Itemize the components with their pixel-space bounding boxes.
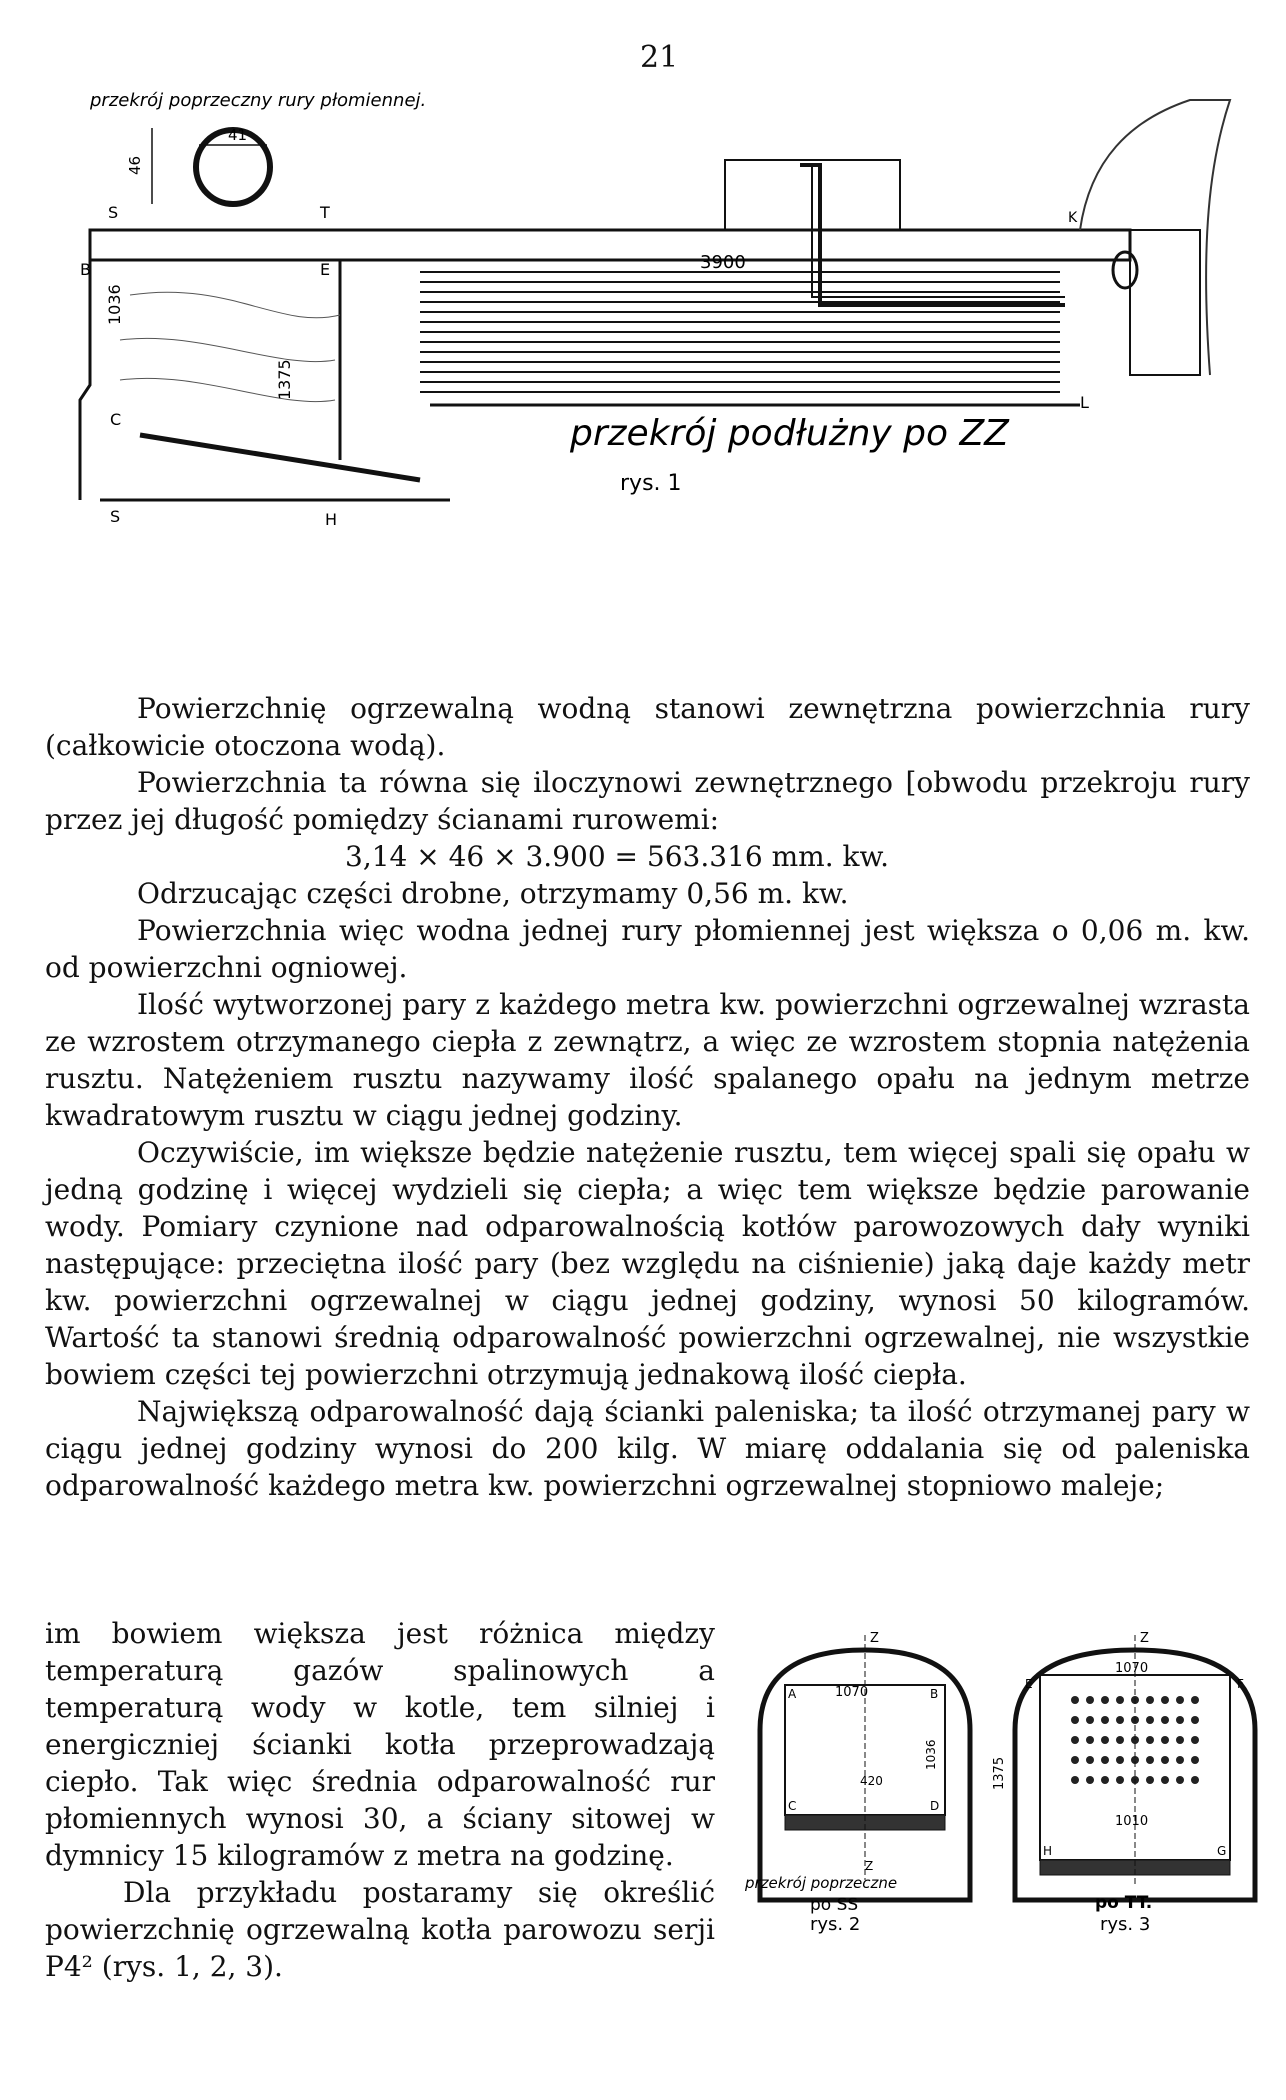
page-number: 21 [640, 40, 679, 75]
figure-3-cross-section-tt [992, 1630, 1260, 1935]
paragraph: Powierzchnia ta równa się iloczynowi zewnętrznego [obwodu przekroju rury przez jej długość pomiędzy ścianami rurowemi: [45, 766, 1250, 836]
label-E: E [1025, 1677, 1033, 1691]
dim-inner-diameter: 41 [228, 126, 248, 144]
paragraph: Powierzchnię ogrzewalną wodną stanowi zewnętrzna powierzchnia rury (całkowicie otoczona wodą). [45, 692, 1250, 762]
smokebox [1080, 100, 1230, 375]
label-H: H [1043, 1844, 1053, 1858]
dim-width: 1070 [835, 1685, 869, 1700]
dim-width-top: 1070 [1115, 1661, 1149, 1676]
figure-2-caption: rys. 2 [810, 1914, 861, 1935]
longitudinal-section-title: przekrój podłużny po ZZ [570, 413, 1009, 454]
dim-outer-diameter: 46 [126, 155, 144, 175]
paragraph: Oczywiście, im większe będzie natężenie rusztu, tem więcej spali się opału w jedną godzinę i więcej wydzieli się ciepła; a więc tem większe będzie parowanie wody. Pomiary czynione nad odparowalnością kotłów parowozowych dały wyniki następujące: przeciętna ilość pary (bez względu na ciśnienie) jaką daje każdy metr kw. powierzchni ogrzewalnej w ciągu jednej godziny, wynosi 50 kilogramów. Wartość ta stanowi średnią odparowalność powierzchni ogrzewalnej, nie wszystkie bowiem części tej powierzchni otrzymują jednakową ilość ciepła. [45, 1136, 1250, 1391]
dim-height: 1375 [992, 1756, 1007, 1790]
smokebox-door-ring [1113, 252, 1137, 288]
label-A: A [788, 1687, 797, 1701]
paragraph: Odrzucając części drobne, otrzymamy 0,56 m. kw. [137, 877, 849, 910]
label-B: B [930, 1687, 939, 1701]
figure-1-boiler-longitudinal-section [80, 90, 1260, 660]
label-H: H [325, 510, 338, 529]
label-C: C [788, 1799, 797, 1813]
tube-cross-section [126, 126, 270, 204]
label-Z-top: Z [1140, 1631, 1149, 1646]
paragraph: Powierzchnia więc wodna jednej rury płomiennej jest większa o 0,06 m. kw. od powierzchni ogniowej. [45, 914, 1250, 984]
label-S2: S [110, 507, 121, 526]
label-Z-bottom: Z [865, 1859, 874, 1873]
narrow-text-block [45, 1615, 715, 1985]
label-K: K [1068, 210, 1078, 226]
figure-2-note: przekrój poprzeczne [745, 1874, 898, 1892]
figure-2-section: po SS [810, 1895, 859, 1915]
label-E: E [320, 260, 331, 279]
label-S: S [108, 203, 119, 222]
figure-3-caption: rys. 3 [1100, 1914, 1151, 1935]
dim-sub-width: 420 [860, 1774, 883, 1788]
dim-length: 3900 [700, 252, 746, 273]
paragraph: Dla przykładu postaramy się określić powierzchnię ogrzewalną kotła parowozu serji P4² (rys. 1, 2, 3). [45, 1876, 715, 1983]
label-G: G [1217, 1844, 1227, 1858]
dim-width-bottom: 1010 [1115, 1814, 1149, 1829]
label-L: L [1080, 393, 1089, 412]
label-Z-top: Z [870, 1631, 879, 1646]
boiler-shell [80, 230, 1200, 500]
paragraph: Największą odparowalność dają ścianki paleniska; ta ilość otrzymanej pary w ciągu jednej godziny wynosi do 200 kilg. W miarę oddalania się od paleniska odparowalność każdego metra kw. powierzchni ogrzewalnej stopniowo maleje; [45, 1395, 1250, 1502]
label-B: B [80, 260, 91, 279]
cross-section-note: przekrój poprzeczny rury płomiennej. [90, 90, 427, 111]
dim-height-fire: 1375 [275, 359, 294, 400]
label-C: C [110, 410, 122, 429]
grate [140, 435, 420, 480]
body-text-block [45, 690, 1250, 1504]
figure-2-cross-section-ss [740, 1630, 985, 1935]
dim-height: 1036 [924, 1739, 938, 1770]
fire-tubes [420, 272, 1060, 392]
figure-3-section: po TT. [1095, 1893, 1153, 1913]
steam-dome [725, 160, 1065, 305]
paragraph: im bowiem większa jest różnica między temperaturą gazów spalinowych a temperaturą wody w kotle, tem silniej i energiczniej ścianki kotła przeprowadzają ciepło. Tak więc średnia odparowalność rur płomiennych wynosi 30, a ściany sitowej w dymnicy 15 kilogramów z metra na godzinę. [45, 1617, 715, 1872]
label-D: D [930, 1799, 940, 1813]
formula: 3,14 × 46 × 3.900 = 563.316 mm. kw. [345, 840, 890, 873]
label-T: T [320, 203, 330, 222]
dim-height-left: 1036 [105, 284, 124, 325]
figure-1-caption: rys. 1 [620, 471, 682, 496]
label-F: F [1237, 1677, 1244, 1691]
paragraph: Ilość wytworzonej pary z każdego metra kw. powierzchni ogrzewalnej wzrasta ze wzrostem otrzymanego ciepła z zewnątrz, a więc ze wzrostem stopnia natężenia rusztu. Natężeniem rusztu nazywamy ilość spalanego opału na jednym metrze kwadratowym rusztu w ciągu jednej godziny. [45, 988, 1250, 1132]
